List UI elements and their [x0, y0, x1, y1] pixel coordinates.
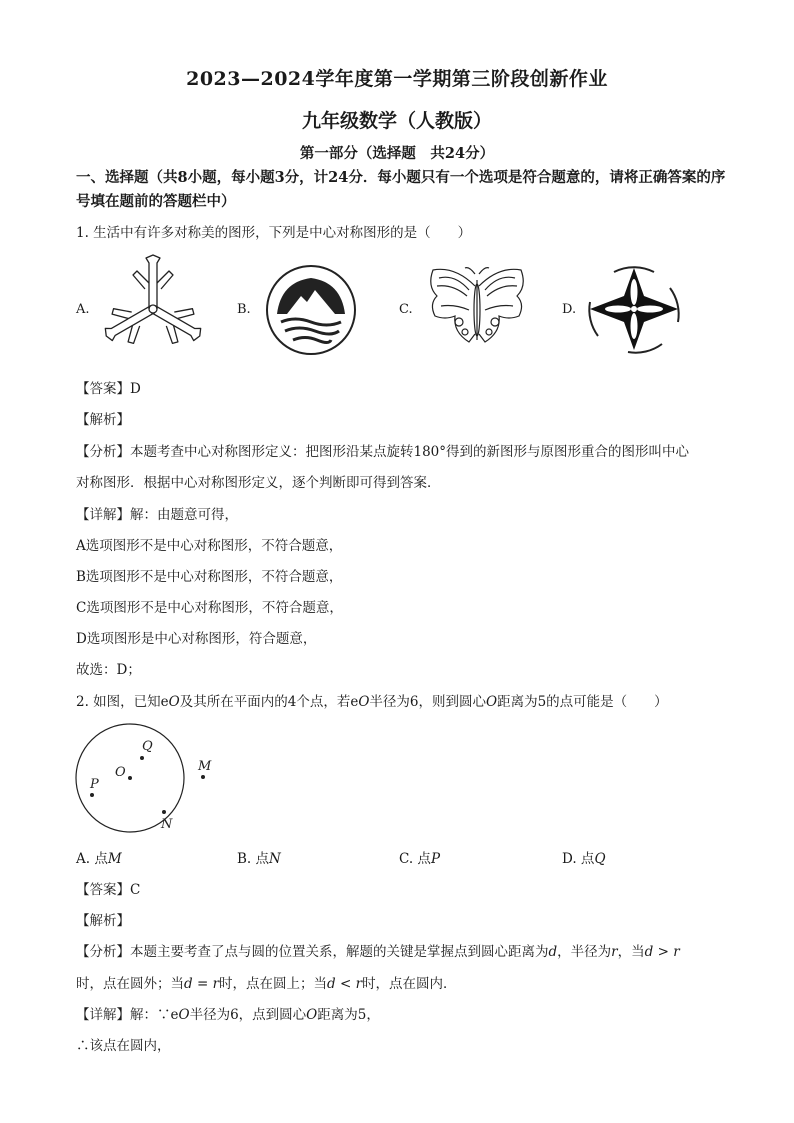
- q2-analysis-label: 【解析】: [76, 913, 130, 929]
- q1-option-d-label: D.: [562, 302, 577, 317]
- q1-detail-d: D选项图形是中心对称图形，符合题意，: [76, 631, 317, 647]
- q2-answer: 【答案】C: [76, 882, 141, 898]
- snowflake-figure: [93, 255, 213, 363]
- q2-stem: 2. 如图，已知eO及其所在平面内的4个点，若eO半径为6，则到圆心O距离为5的点可能是（ ）: [76, 694, 668, 710]
- label-n: N: [161, 817, 173, 832]
- q1-detail-b: B选项图形不是中心对称图形，不符合题意，: [76, 569, 343, 585]
- q1-detail-a: A选项图形不是中心对称图形，不符合题意，: [76, 538, 343, 554]
- q1-stem: 1. 生活中有许多对称美的图形，下列是中心对称图形的是（ ）: [76, 225, 472, 241]
- q2-analysis-line2: 时，点在圆外；当d = r时，点在圆上；当d < r时，点在圆内．: [76, 976, 457, 992]
- document-title: 2023—2024学年度第一学期第三阶段创新作业: [186, 68, 608, 90]
- section-heading: 一、选择题（共8小题，每小题3分，计24分．每小题只有一个选项是符合题意的，请将正确答案的序号填在题前的答题栏中）: [76, 169, 726, 210]
- q1-option-b-label: B.: [237, 302, 251, 317]
- label-p: P: [90, 777, 99, 792]
- q2-choice-c: C. 点P: [399, 851, 441, 867]
- butterfly-figure: [425, 264, 529, 348]
- q1-analysis-label: 【解析】: [76, 412, 130, 428]
- q1-detail: 【详解】解：由题意可得，: [76, 507, 238, 523]
- q2-choice-a: A. 点M: [76, 851, 122, 867]
- circle-diagram: [76, 720, 226, 838]
- q1-conclusion: 故选：D；: [76, 662, 141, 678]
- q1-answer: 【答案】D: [76, 381, 141, 397]
- q2-detail-line2: ∴该点在圆内，: [76, 1038, 171, 1054]
- q2-choice-b: B. 点N: [237, 851, 281, 867]
- label-m: M: [198, 759, 212, 774]
- part-heading: 第一部分（选择题 共24分）: [299, 145, 495, 162]
- q1-analysis-line2: 对称图形．根据中心对称图形定义，逐个判断即可得到答案．: [76, 475, 441, 491]
- q1-option-a-label: A.: [76, 302, 90, 317]
- q2-choice-d: D. 点Q: [562, 851, 606, 867]
- document-subtitle: 九年级数学（人教版）: [301, 110, 492, 132]
- q1-option-c-label: C.: [399, 302, 413, 317]
- mountain-emblem-figure: [265, 264, 357, 356]
- label-q: Q: [142, 739, 153, 754]
- q1-analysis-line1: 【分析】本题考查中心对称图形定义：把图形沿某点旋转180°得到的新图形与原图形重合的图形叫中心: [76, 444, 690, 460]
- q1-detail-c: C选项图形不是中心对称图形，不符合题意，: [76, 600, 343, 616]
- label-o: O: [115, 765, 126, 780]
- q2-analysis-line1: 【分析】本题主要考查了点与圆的位置关系，解题的关键是掌握点到圆心距离为d，半径为r，当d > r: [76, 944, 680, 960]
- q2-detail: 【详解】解：∵eO半径为6，点到圆心O距离为5，: [76, 1007, 380, 1023]
- star-flower-figure: [584, 262, 684, 356]
